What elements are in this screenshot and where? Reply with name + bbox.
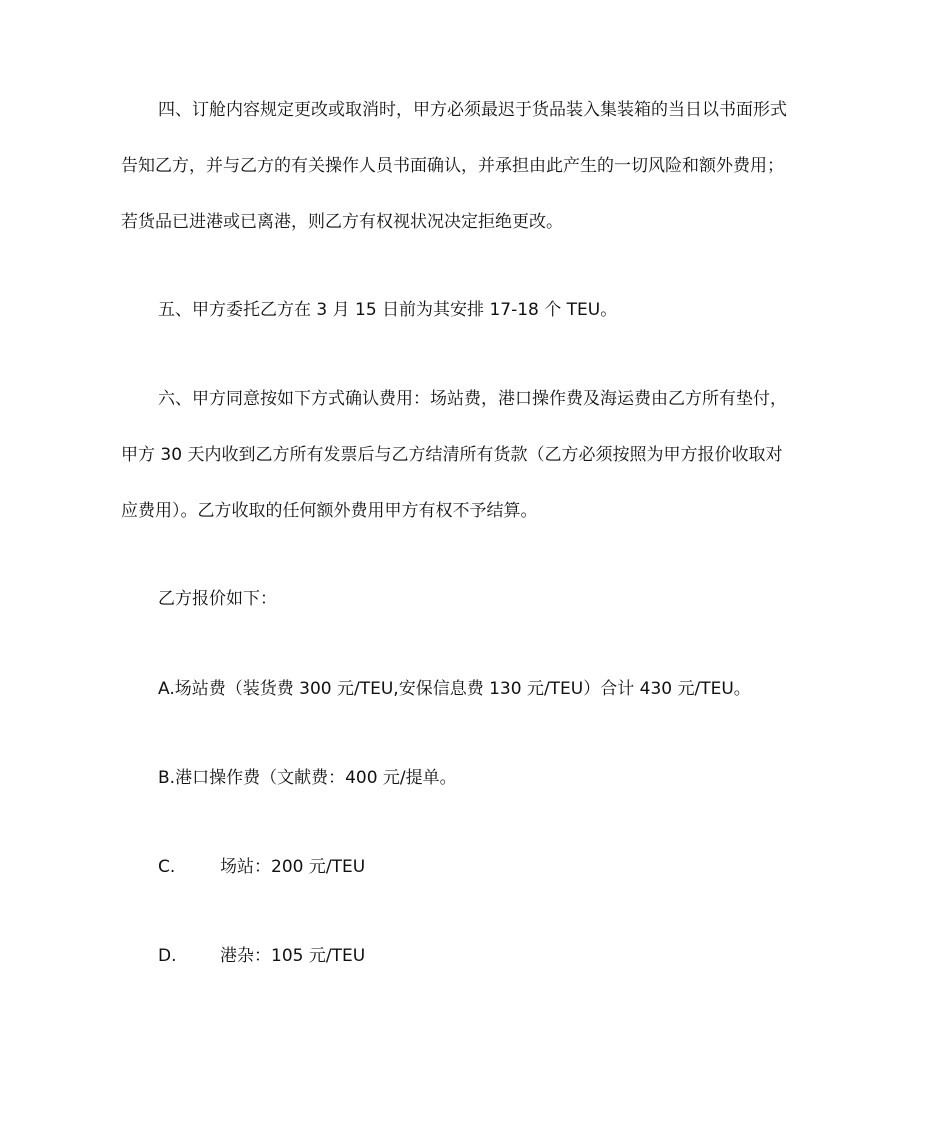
paragraph-6-line-1: 六、甲方同意按如下方式确认费用：场站费，港口操作费及海运费由乙方所有垫付， [158,389,787,409]
quote-item-a: A.场站费（装货费 300 元/TEU,安保信息费 130 元/TEU）合计 430 元/TEU。 [158,679,751,699]
quote-intro [121,571,833,627]
paragraph-4 [121,82,833,250]
quote-item-c-text: 场站：200 元/TEU [220,857,366,877]
paragraph-6-line-2: 甲方 30 天内收到乙方所有发票后与乙方结清所有货款（乙方必须按照为甲方报价收取对 [121,445,783,465]
quote-item-d-marker: D. [158,946,177,966]
paragraph-5 [121,282,833,338]
quote-item-c [158,855,365,879]
paragraph-4-line-1: 四、订舱内容规定更改或取消时，甲方必须最迟于货品装入集装箱的当日以书面形式 [158,100,787,120]
quote-item-c-marker: C. [158,857,176,877]
paragraph-4-line-2: 告知乙方，并与乙方的有关操作人员书面确认，并承担由此产生的一切风险和额外费用； [121,156,784,176]
paragraph-6 [121,371,833,539]
paragraph-6-line-3: 应费用）。乙方收取的任何额外费用甲方有权不予结算。 [121,501,538,521]
quote-item-d-text: 港杂：105 元/TEU [220,946,366,966]
paragraph-4-line-3: 若货品已进港或已离港，则乙方有权视状况决定拒绝更改。 [121,212,563,232]
quote-item-b: B.港口操作费（文献费：400 元/提单。 [158,768,457,788]
quote-intro-text: 乙方报价如下： [158,589,277,609]
paragraph-5-line-1: 五、甲方委托乙方在 3 月 15 日前为其安排 17-18 个 TEU。 [158,300,618,320]
quote-item-d [158,944,365,968]
